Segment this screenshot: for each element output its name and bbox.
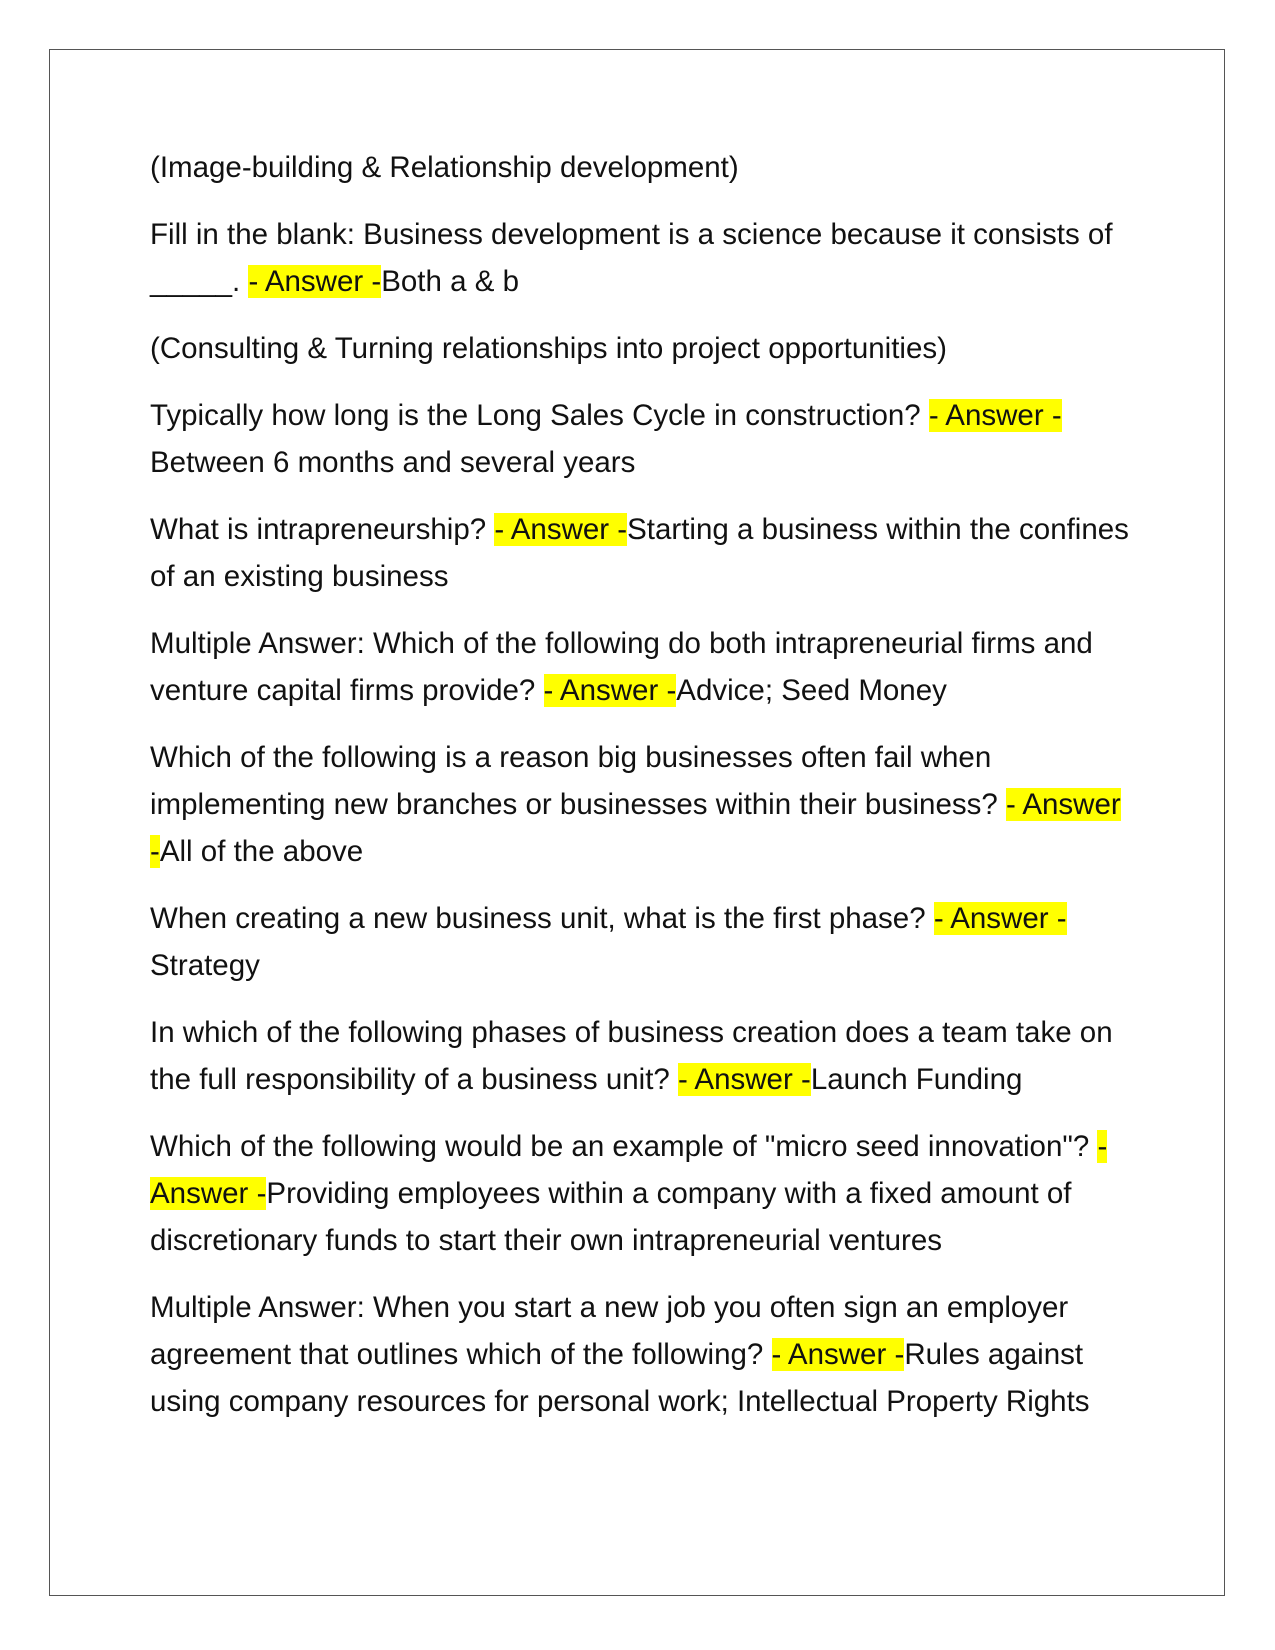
answer-text: Rules against using company resources for personal work; Intellectual Property Rights [150, 1338, 1090, 1418]
answer-text: Launch Funding [810, 1063, 1023, 1096]
answer-text: Advice; Seed Money [676, 674, 947, 707]
section-heading [150, 144, 1135, 191]
answer-text: Strategy [150, 949, 260, 982]
answer-marker: - Answer - [771, 1338, 905, 1371]
question-text: Multiple Answer: When you start a new job you often sign an employer agreement that outlines which of the following? [150, 1291, 1069, 1371]
qa-paragraph [150, 734, 1135, 875]
answer-text: All of the above [159, 835, 364, 868]
qa-paragraph [150, 620, 1135, 714]
answer-marker: - Answer - [150, 788, 1121, 868]
answer-marker: - Answer - [933, 902, 1067, 935]
question-text: In which of the following phases of business creation does a team take on the full responsibility of a business unit? [150, 1016, 1113, 1096]
answer-marker: - Answer - [928, 399, 1062, 432]
answer-marker: - Answer - [494, 513, 628, 546]
qa-paragraph [150, 506, 1135, 600]
question-text: Which of the following is a reason big businesses often fail when implementing new branches or businesses within their business? [150, 741, 1006, 821]
answer-marker: - Answer - [543, 674, 677, 707]
answer-marker: - Answer - [150, 1130, 1108, 1210]
question-text: Typically how long is the Long Sales Cycle in construction? [150, 399, 929, 432]
paragraph-text: (Consulting & Turning relationships into project opportunities) [150, 332, 947, 365]
qa-paragraph [150, 1123, 1135, 1264]
answer-text: Both a & b [381, 265, 519, 298]
answer-text: Providing employees within a company with a fixed amount of discretionary funds to start their own intrapreneurial ventures [150, 1177, 1072, 1257]
qa-paragraph [150, 1284, 1135, 1425]
question-text: Multiple Answer: Which of the following do both intrapreneurial firms and venture capital firms provide? [150, 627, 1093, 707]
question-text: Which of the following would be an example of "micro seed innovation"? [150, 1130, 1098, 1163]
answer-marker: - Answer - [248, 265, 382, 298]
document-body [150, 144, 1135, 1445]
qa-paragraph [150, 392, 1135, 486]
question-text: When creating a new business unit, what is the first phase? [150, 902, 934, 935]
answer-text: Between 6 months and several years [150, 446, 636, 479]
qa-paragraph [150, 211, 1135, 305]
qa-paragraph [150, 895, 1135, 989]
answer-text: Starting a business within the confines of an existing business [150, 513, 1129, 593]
question-text: Fill in the blank: Business development is a science because it consists of _____. [150, 218, 1113, 298]
section-heading [150, 325, 1135, 372]
qa-paragraph [150, 1009, 1135, 1103]
answer-marker: - Answer - [678, 1063, 811, 1096]
paragraph-text: (Image-building & Relationship development) [150, 151, 739, 184]
question-text: What is intrapreneurship? [150, 513, 495, 546]
